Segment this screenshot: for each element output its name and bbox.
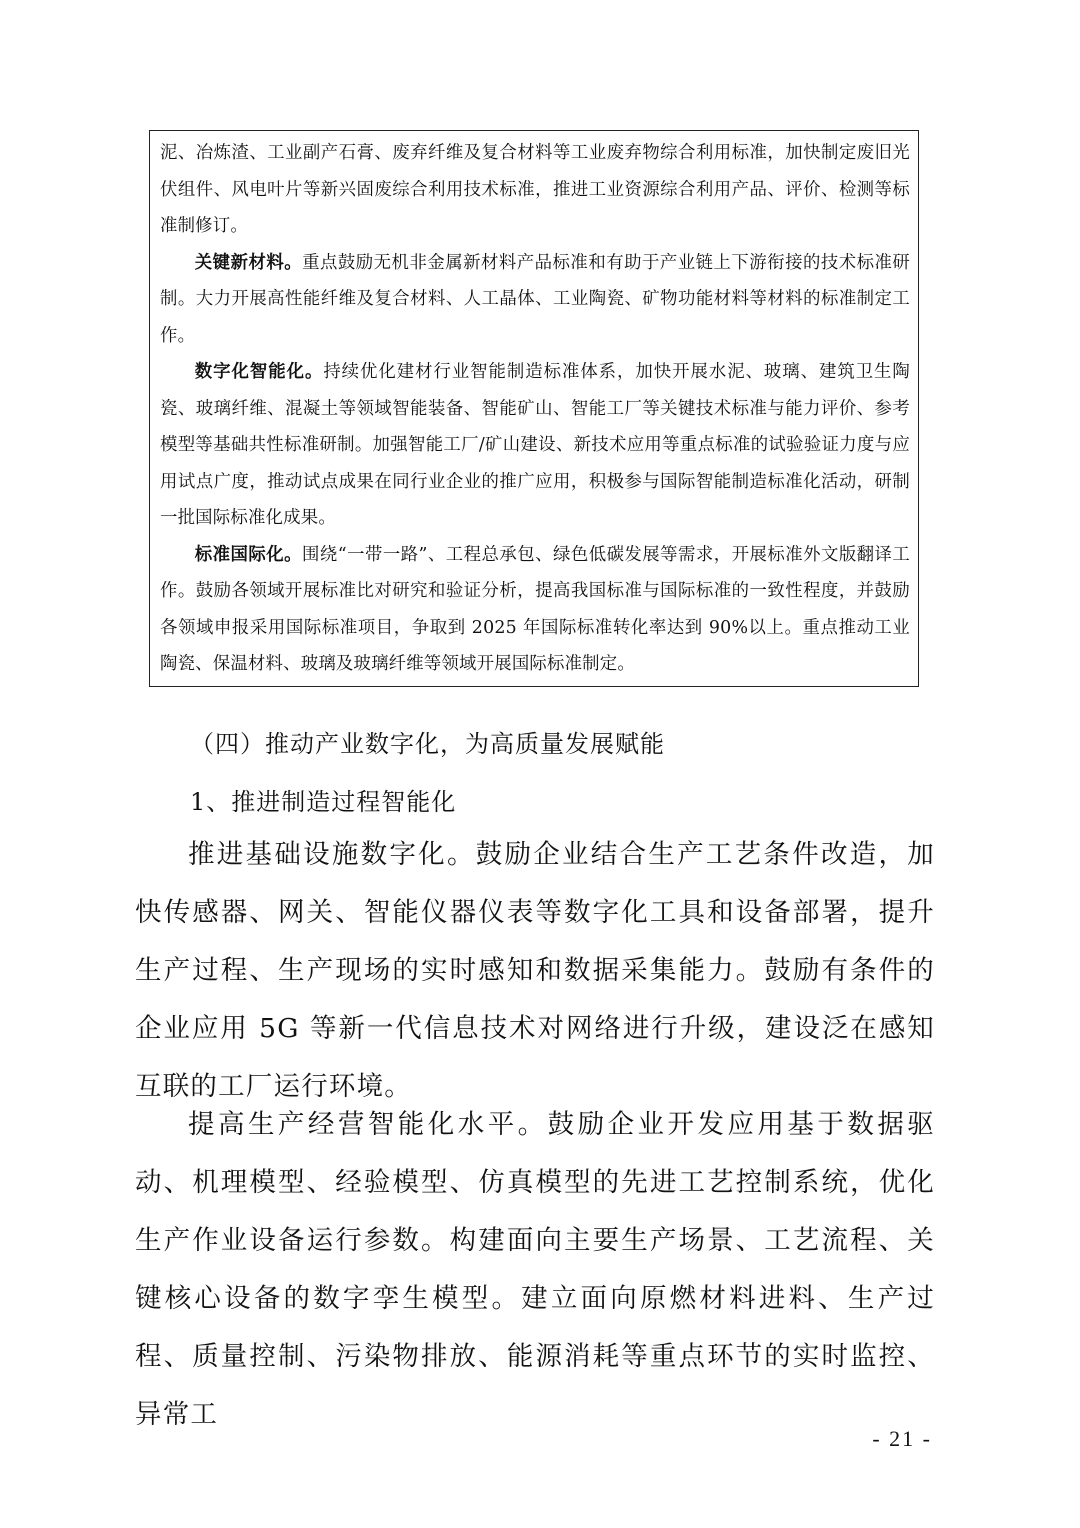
subsection-heading: 1、推进制造过程智能化 — [190, 788, 457, 816]
keyword-heading: 关键新材料。 — [194, 252, 303, 273]
body-paragraph — [135, 1096, 935, 1444]
body-paragraph — [135, 826, 935, 1116]
box-paragraph: 泥、冶炼渣、工业副产石膏、废弃纤维及复合材料等工业废弃物综合利用标准，加快制定废旧光伏组件、风电叶片等新兴固废综合利用技术标准，推进工业资源综合利用产品、评价、检测等标准制修订。 — [160, 143, 910, 236]
keyword-heading: 标准国际化。 — [194, 544, 302, 565]
box-paragraph — [160, 245, 910, 355]
page-number: - 21 - — [872, 1426, 932, 1451]
paragraph-text: 重点鼓励无机非金属新材料产品标准和有助于产业链上下游衔接的技术标准研制。大力开展高性能纤维及复合材料、人工晶体、工业陶瓷、矿物功能材料等材料的标准制定工作。 — [160, 252, 910, 346]
boxed-section — [149, 130, 919, 687]
paragraph-text: 持续优化建材行业智能制造标准体系，加快开展水泥、玻璃、建筑卫生陶瓷、玻璃纤维、混凝土等领域智能装备、智能矿山、智能工厂等关键技术标准与能力评价、参考模型等基础共性标准研制。加强智能工厂/矿山建设、新技术应用等重点标准的试验验证力度与应用试点广度，推动试点成果在同行业企业的推广应用，积极参与国际智能制造标准化活动，研制一批国际标准化成果。 — [160, 362, 911, 528]
keyword-heading: 数字化智能化。 — [194, 362, 324, 382]
paragraph-text: 推进基础设施数字化。鼓励企业结合生产工艺条件改造，加快传感器、网关、智能仪器仪表等数字化工具和设备部署，提升生产过程、生产现场的实时感知和数据采集能力。鼓励有条件的企业应用 5G 等新一代信息技术对网络进行升级，建设泛在感知互联的工厂运行环境。 — [135, 839, 935, 1102]
paragraph-text: 提高生产经营智能化水平。鼓励企业开发应用基于数据驱动、机理模型、经验模型、仿真模型的先进工艺控制系统，优化生产作业设备运行参数。构建面向主要生产场景、工艺流程、关键核心设备的数字孪生模型。建立面向原燃材料进料、生产过程、质量控制、污染物排放、能源消耗等重点环节的实时监控、异常工 — [135, 1109, 935, 1430]
paragraph-text: 围绕“一带一路”、工程总承包、绿色低碳发展等需求，开展标准外文版翻译工作。鼓励各领域开展标准比对研究和验证分析，提高我国标准与国际标准的一致性程度，并鼓励各领域申报采用国际标准项目，争取到 2025 年国际标准转化率达到 90%以上。重点推动工业陶瓷、保温材料、玻璃及玻璃纤维等领域开展国际标准制定。 — [160, 544, 910, 674]
box-paragraph — [160, 354, 910, 537]
box-paragraph — [160, 537, 910, 683]
section-heading: （四）推动产业数字化，为高质量发展赋能 — [190, 730, 665, 758]
